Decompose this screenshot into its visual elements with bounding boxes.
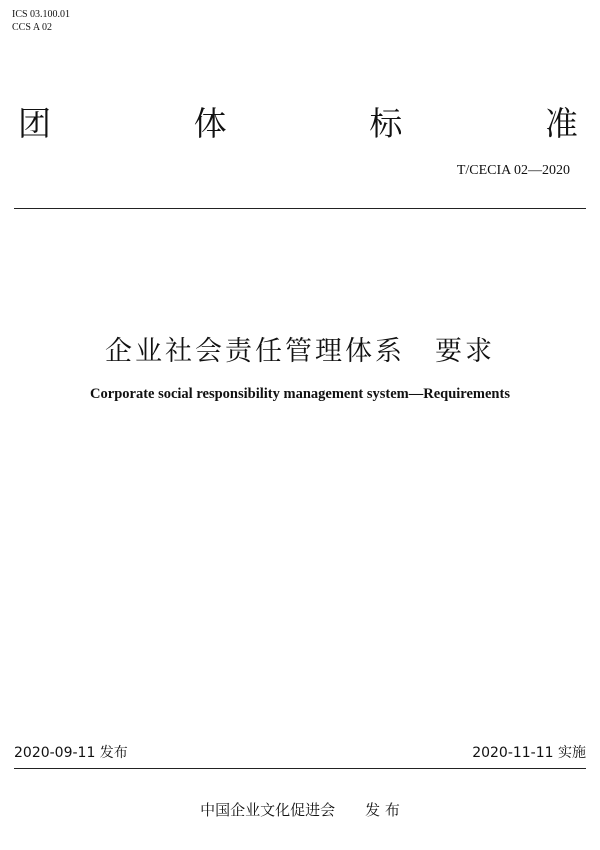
publisher-org: 中国企业文化促进会	[200, 801, 336, 819]
ics-code: ICS 03.100.01	[12, 9, 71, 20]
issue-date: 2020-09-11 发布	[14, 745, 128, 761]
heading-char: 体	[193, 104, 227, 143]
publisher-action: 发 布	[365, 801, 400, 819]
classification-codes	[12, 8, 70, 34]
publisher	[0, 799, 600, 820]
ccs-code: CCS A 02	[12, 22, 53, 33]
title-main: 企业社会责任管理体系	[105, 336, 405, 367]
heading-char: 团	[18, 104, 51, 143]
document-title-en: Corporate social responsibility management system—Requirements	[90, 386, 510, 402]
heading-char: 标	[369, 104, 403, 143]
heading-char: 准	[544, 104, 578, 143]
standard-number: T/CECIA 02—2020	[456, 163, 570, 178]
bottom-divider	[14, 768, 586, 769]
implement-date: 2020-11-11 实施	[472, 745, 586, 761]
standard-type-heading	[18, 98, 578, 145]
top-divider	[14, 208, 586, 209]
title-sub: 要求	[435, 336, 495, 367]
document-title-cn	[0, 329, 600, 368]
